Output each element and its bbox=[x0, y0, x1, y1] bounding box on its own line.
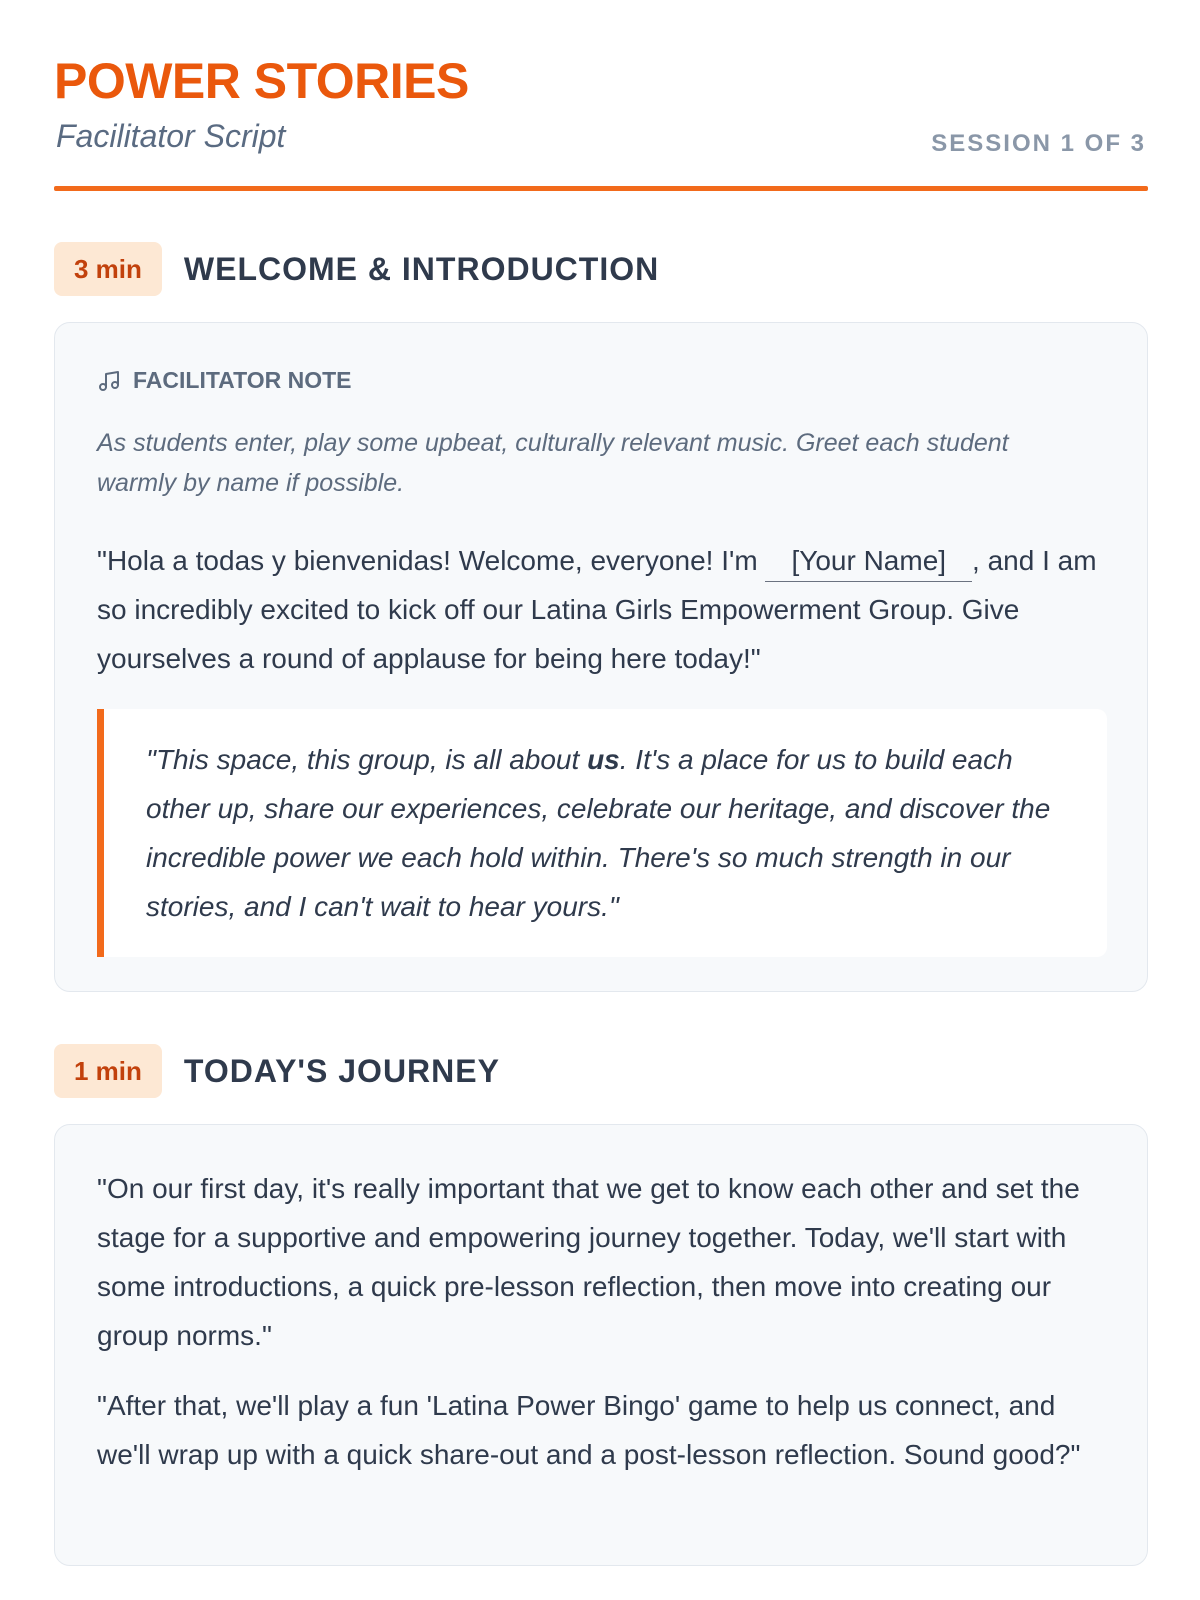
name-blank-field: [Your Name] bbox=[765, 541, 972, 582]
welcome-quote bbox=[97, 709, 1107, 957]
quote-end: . It's a place for us to build each other up, share our experiences, celebrate our heritage, and discover the incredible power we each hold within. There's so much strength in our stories, and I can't wait to hear yours." bbox=[146, 744, 1051, 922]
section-journey-header bbox=[54, 1044, 500, 1098]
time-badge: 1 min bbox=[54, 1044, 162, 1098]
note-label-text: FACILITATOR NOTE bbox=[133, 367, 352, 393]
section-title: TODAY'S JOURNEY bbox=[183, 1052, 500, 1089]
welcome-script-end: , and I am so incredibly excited to kick off our Latina Girls Empowerment Group. Give yourselves a round of applause for being here today!" bbox=[97, 545, 1097, 674]
quote-start: "This space, this group, is all about bbox=[146, 744, 588, 775]
time-badge: 3 min bbox=[54, 242, 162, 296]
journey-paragraph: "After that, we'll play a fun 'Latina Power Bingo' game to help us connect, and we'll wrap up with a quick share-out and a post-lesson reflection. Sound good?" bbox=[97, 1390, 1081, 1470]
section-title: WELCOME & INTRODUCTION bbox=[183, 250, 660, 287]
section-welcome-card bbox=[54, 322, 1148, 992]
page-title: POWER STORIES bbox=[54, 53, 469, 109]
session-indicator: SESSION 1 OF 3 bbox=[931, 130, 1146, 157]
welcome-script-start: "Hola a todas y bienvenidas! Welcome, everyone! I'm bbox=[97, 545, 766, 576]
section-journey-card bbox=[54, 1124, 1148, 1566]
quote-emphasis: us bbox=[587, 744, 620, 775]
page-subtitle: Facilitator Script bbox=[56, 118, 286, 154]
header-divider bbox=[54, 186, 1148, 191]
music-note-icon bbox=[97, 369, 133, 393]
section-welcome-header bbox=[54, 242, 659, 296]
facilitator-note-label bbox=[97, 367, 352, 394]
page-header bbox=[54, 0, 1148, 194]
welcome-script bbox=[97, 536, 1107, 683]
facilitator-note-text: As students enter, play some upbeat, culturally relevant music. Greet each student warmly by name if possible. bbox=[97, 429, 1009, 497]
journey-paragraph: "On our first day, it's really important that we get to know each other and set the stage for a supportive and empowering journey together. Today, we'll start with some introductions, a quick pre-lesson reflection, then move into creating our group norms." bbox=[97, 1173, 1080, 1351]
